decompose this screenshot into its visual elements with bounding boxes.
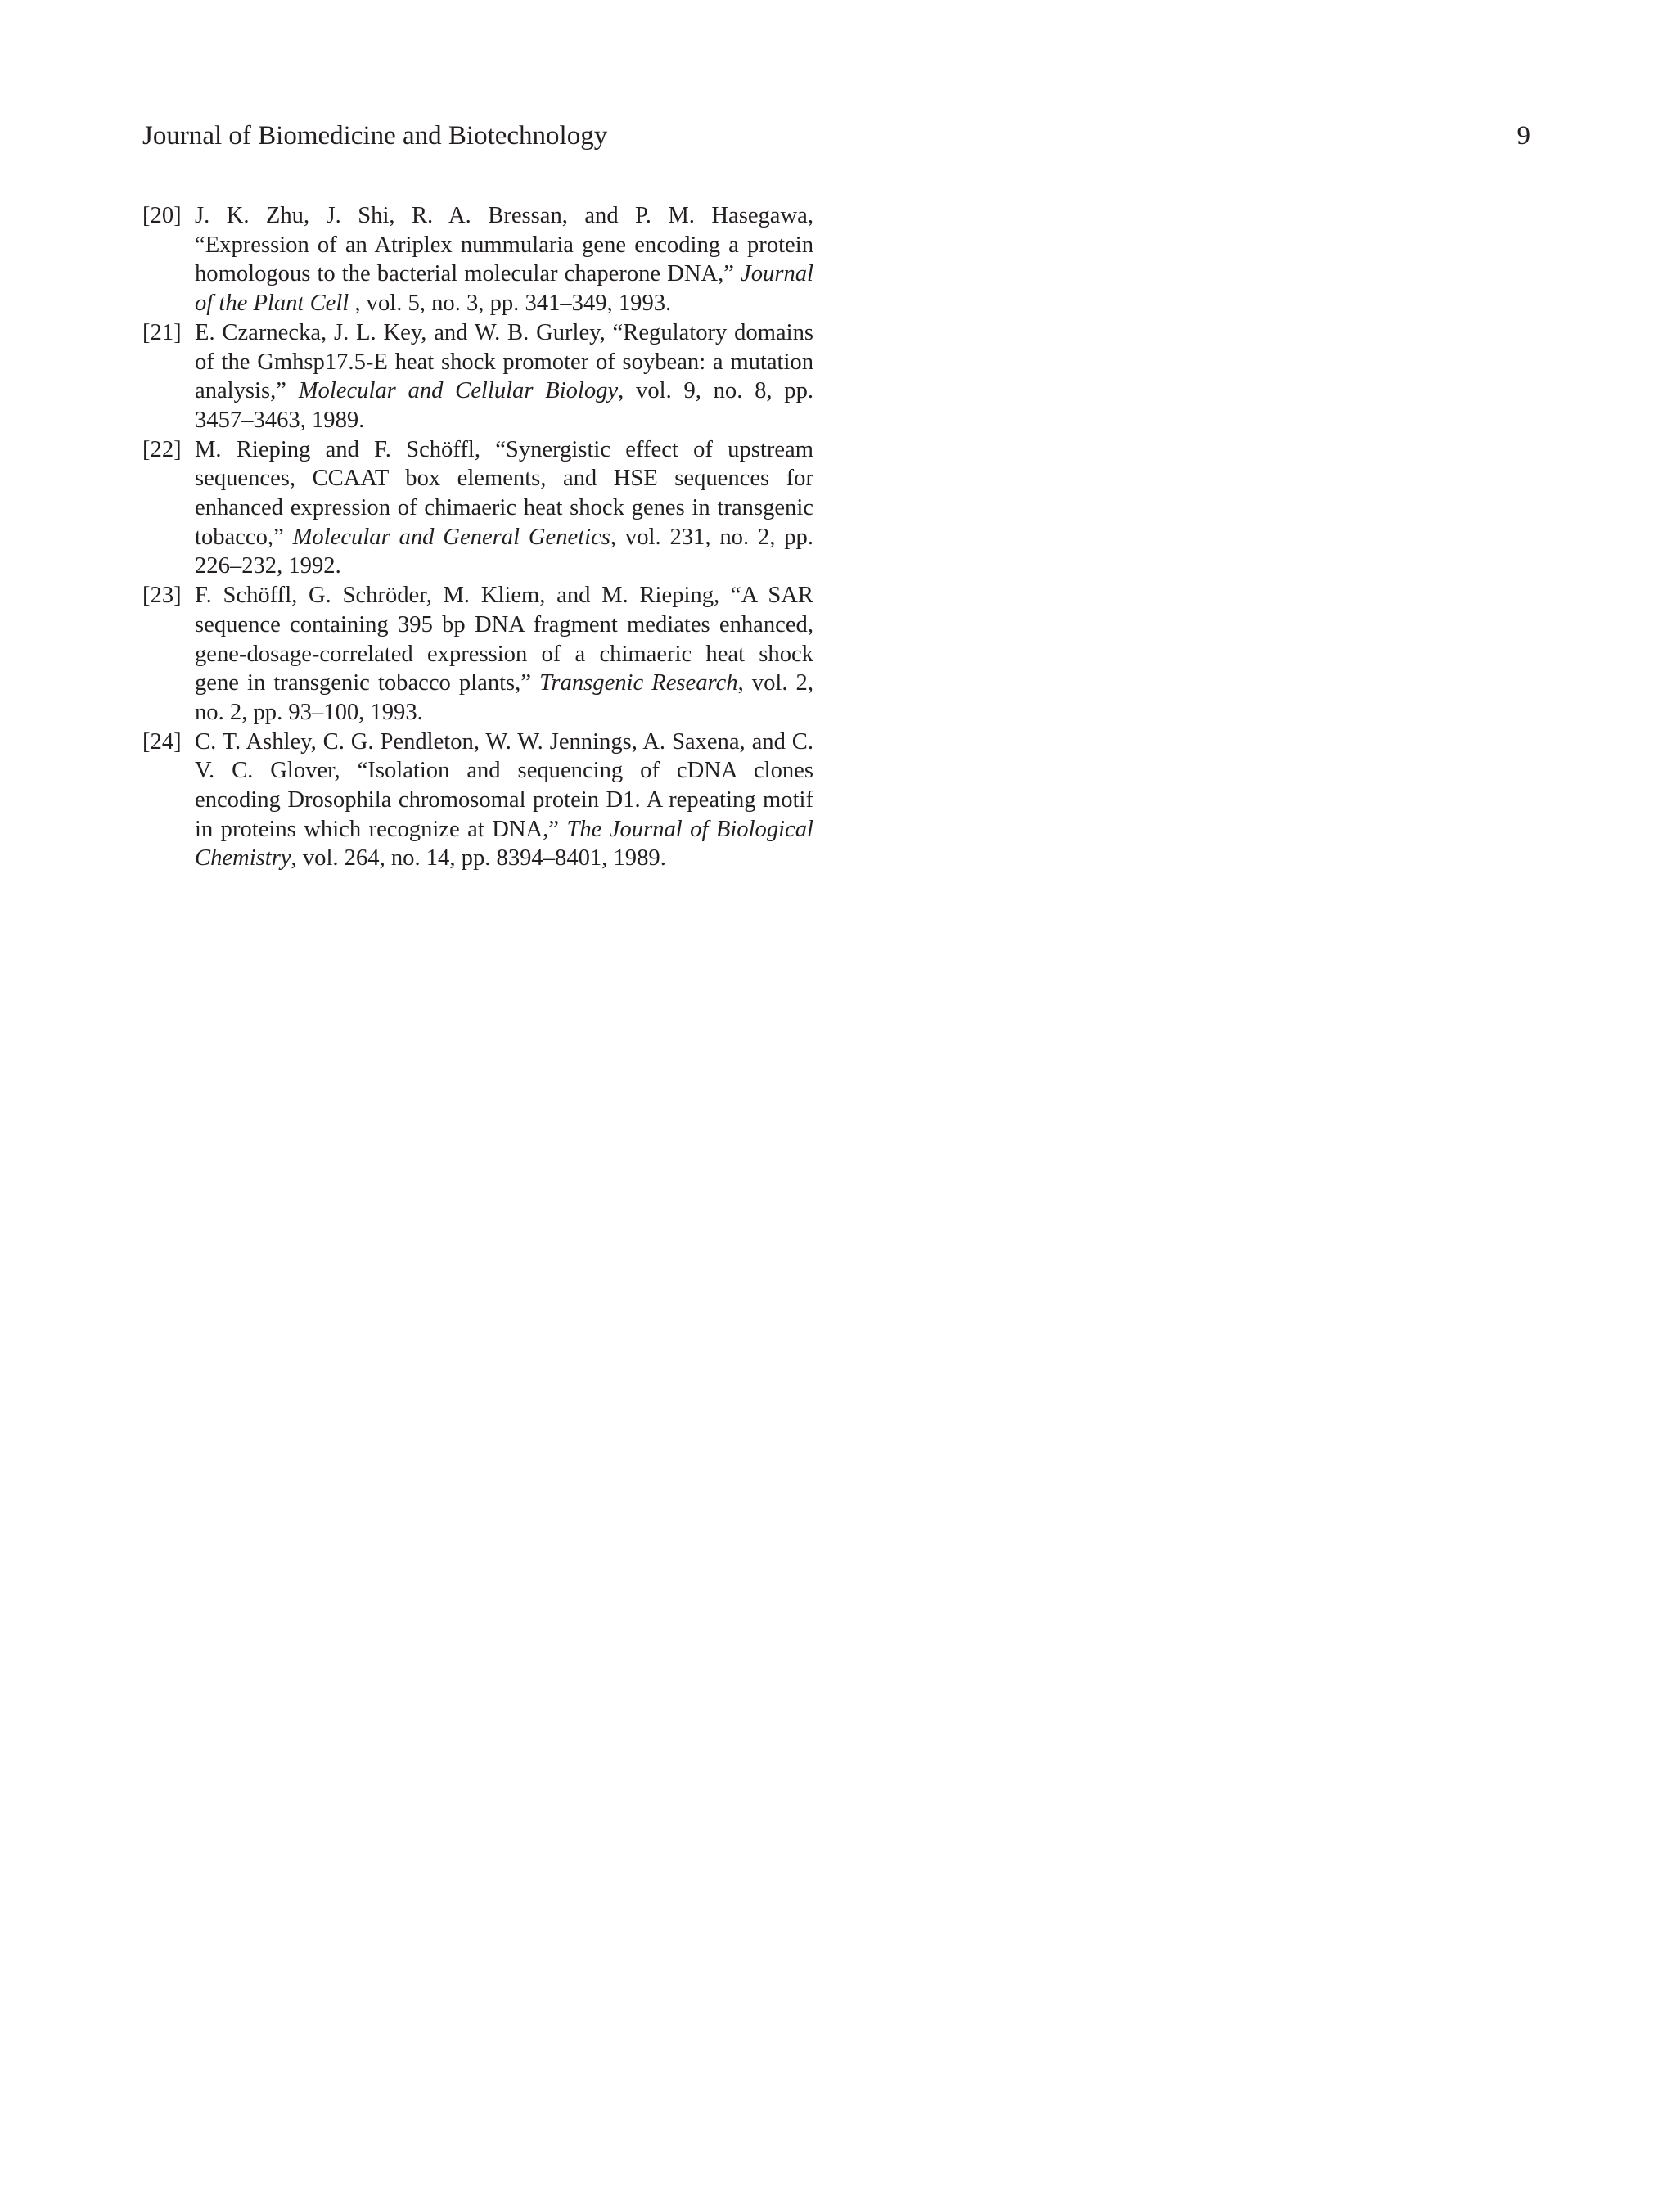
reference-number: [21]: [142, 319, 182, 345]
reference-venue: The Journal of Biological Chemistry: [195, 816, 813, 872]
reference-venue: Molecular and General Genetics: [292, 524, 610, 550]
reference-22: [142, 435, 813, 582]
reference-authors-title: C. T. Ashley, C. G. Pendleton, W. W. Jennings, A. Saxena, and C. V. C. Glover, “Isolation and sequencing of cDNA clones encoding Drosophila chromosomal protein D1. A repeating motif in proteins which recognize at DNA,”: [195, 728, 813, 842]
reference-23: [142, 581, 813, 728]
reference-number: [22]: [142, 436, 182, 462]
page-number: 9: [1516, 121, 1530, 151]
reference-24: [142, 728, 813, 874]
reference-authors-title: M. Rieping and F. Schöffl, “Synergistic effect of upstream sequences, CCAAT box elements, and HSE sequences for enhanced expression of chimaeric heat shock genes in transgenic tobacco,”: [195, 436, 813, 550]
reference-details: , vol. 264, no. 14, pp. 8394–8401, 1989.: [291, 845, 666, 872]
reference-authors-title: J. K. Zhu, J. Shi, R. A. Bressan, and P. M. Hasegawa, “Expression of an Atriplex nummularia gene encoding a protein homologous to the bacterial molecular chaperone DNA,”: [195, 203, 813, 287]
journal-title: Journal of Biomedicine and Biotechnology: [142, 121, 608, 151]
reference-authors-title: F. Schöffl, G. Schröder, M. Kliem, and M. Rieping, “A SAR sequence containing 395 bp DNA fragment mediates enhanced, gene-dosage-correlated expression of a chimaeric heat shock gene in transgenic tobacco plants,”: [195, 583, 813, 696]
reference-details: , vol. 5, no. 3, pp. 341–349, 1993.: [349, 291, 672, 317]
reference-number: [20]: [142, 203, 182, 228]
reference-details: , vol. 2, no. 2, pp. 93–100, 1993.: [195, 670, 814, 725]
reference-20: [142, 201, 813, 318]
reference-21: [142, 318, 813, 435]
reference-list: [142, 201, 813, 873]
reference-authors-title: E. Czarnecka, J. L. Key, and W. B. Gurley, “Regulatory domains of the Gmhsp17.5-E heat shock promoter of soybean: a mutation analysis,”: [195, 319, 813, 404]
reference-venue: Molecular and Cellular Biology: [298, 378, 619, 404]
running-header: [142, 115, 1530, 157]
reference-number: [23]: [142, 583, 182, 609]
reference-venue: Journal of the Plant Cell: [195, 261, 813, 317]
reference-details: , vol. 231, no. 2, pp. 226–232, 1992.: [195, 524, 814, 579]
reference-number: [24]: [142, 728, 182, 755]
reference-venue: Transgenic Research: [539, 670, 738, 696]
reference-details: , vol. 9, no. 8, pp. 3457–3463, 1989.: [195, 378, 814, 433]
